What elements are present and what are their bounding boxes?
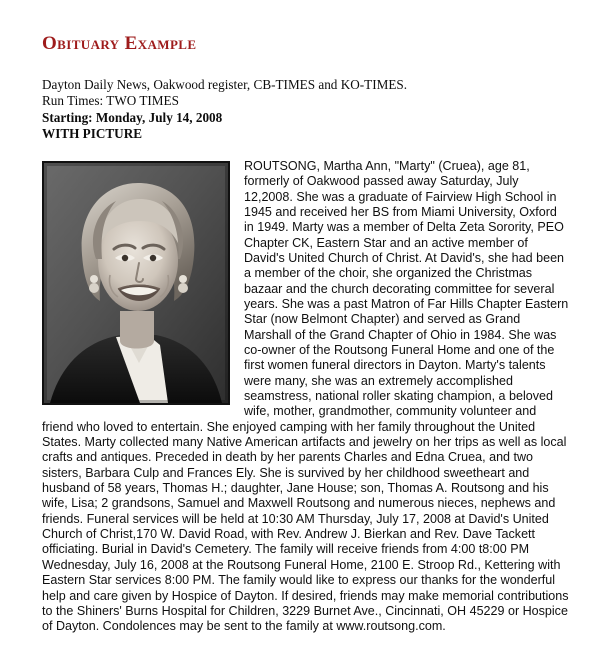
meta-line-with-picture: WITH PICTURE	[42, 126, 143, 142]
publication-details-block	[42, 77, 570, 143]
portrait-photo-image	[44, 163, 228, 403]
obituary-paragraph: ROUTSONG, Martha Ann, "Marty" (Cruea), age 81, formerly of Oakwood passed away Saturday, July 12,2008. She was a graduate of Fairview High School in 1945 and received her BS from Miami University, Oxford in 1949. Marty was a member of Delta Zeta Sorority, PEO Chapter CK, Eastern Star and an active member of David's United Church of Christ. At David's, she had been a member of the choir, she organized the Christmas bazaar and the church decorating committee for several years. She was a past Matron of Far Hills Chapter Eastern Star (now Belmont Chapter) and served as Grand Marshall of the Grand Chapter of Ohio in 1984. She was co-owner of the Routsong Funeral Home and one of the first women funeral directors in Dayton. Marty's talents were many, she was an extremely accomplished seamstress, national roller skating champion, a beloved wife, mother, grandmother, community volunteer and friend who loved to entertain. She enjoyed camping with her family throughout the United States. Marty collected many Native American artifacts and jewelry on her trips as well as local crafts and antiques. Preceded in death by her parents Charles and Edna Cruea, and two sisters, Barbara Culp and Frances Ely. She is survived by her childhood sweetheart and husband of 58 years, Thomas H.; daughter, Jane House; son, Thomas A. Routsong and his wife, Lisa; 2 grandsons, Samuel and Maxwell Routsong and numerous nieces, nephews and friends. Funeral services will be held at 10:30 AM Thursday, July 17, 2008 at David's United Church of Christ,170 W. David Road, with Rev. Andrew J. Bierkan and Rev. Dave Tackett officiating. Burial in David's Cemetery. The family will receive friends from 4:00 t8:00 PM Wednesday, July 16, 2008 at the Routsong Funeral Home, 2100 E. Stroop Rd., Kettering with Eastern Star services 8:00 PM. The family would like to express our thanks for the wonderful help and care given by Hospice of Dayton. If desired, friends may make memorial contributions to the Shiners' Burns Hospital for Children, 3229 Burnet Ave., Cincinnati, OH 45229 or Hospice of Dayton. Condolences may be sent to the family at www.routsong.com.	[42, 158, 569, 634]
page-title: Obituary Example	[42, 33, 197, 54]
portrait-photo	[42, 161, 230, 405]
meta-line-publications: Dayton Daily News, Oakwood register, CB-TIMES and KO-TIMES.	[42, 76, 407, 92]
meta-line-starting-date: Starting: Monday, July 14, 2008	[42, 109, 223, 125]
meta-line-run-times: Run Times: TWO TIMES	[42, 93, 179, 109]
